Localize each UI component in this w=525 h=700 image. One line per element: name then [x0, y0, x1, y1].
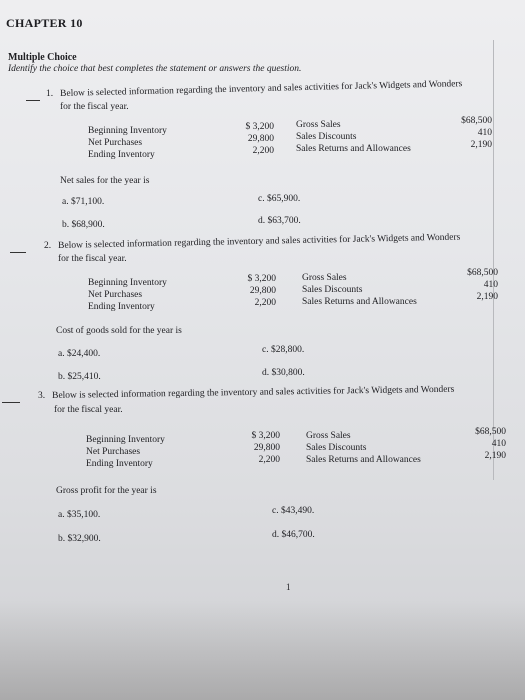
section-title: Multiple Choice [8, 52, 77, 63]
inventory-labels [86, 434, 165, 470]
question-number: 1. [46, 89, 54, 99]
net-purchases-label: Net Purchases [88, 138, 143, 148]
gross-sales-label: Gross Sales [302, 273, 347, 283]
sales-discounts-value: 410 [491, 439, 506, 449]
sales-returns-label: Sales Returns and Allowances [296, 144, 411, 154]
ending-inventory-label: Ending Inventory [88, 302, 155, 312]
sales-returns-value: 2,190 [470, 140, 492, 150]
page-number: 1 [286, 582, 291, 592]
margin-rule [493, 40, 494, 480]
sales-discounts-label: Sales Discounts [306, 443, 367, 453]
option-a[interactable]: a. $35,100. [58, 510, 101, 520]
question-prompt: Net sales for the year is [60, 176, 150, 186]
net-purchases-value: 29,800 [249, 286, 276, 296]
gross-sales-value: $68,500 [475, 427, 506, 437]
question-stem-cont: for the fiscal year. [60, 102, 129, 112]
question-stem-cont: for the fiscal year. [54, 405, 123, 415]
net-purchases-value: 29,800 [253, 443, 280, 453]
answer-blank[interactable] [2, 402, 20, 403]
ending-inventory-value: 2,200 [254, 298, 276, 308]
sales-labels [306, 430, 421, 466]
beginning-inventory-value: $ 3,200 [247, 274, 276, 284]
sales-returns-value: 2,190 [476, 292, 498, 302]
question-number: 3. [38, 391, 46, 401]
option-d[interactable]: d. $63,700. [258, 216, 301, 226]
option-d[interactable]: d. $46,700. [272, 530, 315, 540]
gross-sales-label: Gross Sales [296, 120, 341, 130]
answer-blank[interactable] [10, 252, 26, 253]
inventory-values [228, 121, 274, 157]
question-stem: Below is selected information regarding the inventory and sales activities for Jack's Widgets and Wonders [52, 384, 455, 401]
beginning-inventory-label: Beginning Inventory [88, 126, 167, 136]
net-purchases-value: 29,800 [247, 134, 274, 144]
inventory-values [230, 273, 276, 309]
sales-discounts-label: Sales Discounts [302, 285, 363, 295]
sales-labels [302, 272, 417, 308]
sales-returns-value: 2,190 [484, 451, 506, 461]
ending-inventory-label: Ending Inventory [86, 459, 153, 469]
inventory-values [234, 430, 280, 466]
option-c[interactable]: c. $43,490. [272, 506, 315, 516]
question-prompt: Cost of goods sold for the year is [56, 326, 182, 336]
question-stem: Below is selected information regarding the inventory and sales activities for Jack's Widgets and Wonders [58, 232, 461, 251]
option-b[interactable]: b. $68,900. [62, 220, 105, 230]
inventory-labels [88, 277, 167, 313]
ending-inventory-value: 2,200 [258, 455, 280, 465]
sales-discounts-value: 410 [477, 128, 492, 138]
ending-inventory-value: 2,200 [252, 146, 274, 156]
question-number: 2. [44, 241, 52, 251]
beginning-inventory-label: Beginning Inventory [86, 435, 165, 445]
net-purchases-label: Net Purchases [86, 447, 141, 457]
sales-discounts-value: 410 [483, 280, 498, 290]
beginning-inventory-label: Beginning Inventory [88, 278, 167, 288]
net-purchases-label: Net Purchases [88, 290, 143, 300]
option-a[interactable]: a. $24,400. [58, 349, 101, 359]
gross-sales-label: Gross Sales [306, 431, 351, 441]
ending-inventory-label: Ending Inventory [88, 150, 155, 160]
sales-values [452, 267, 498, 303]
option-d[interactable]: d. $30,800. [262, 368, 305, 378]
sales-returns-label: Sales Returns and Allowances [306, 455, 421, 465]
page-shadow [0, 600, 525, 700]
gross-sales-value: $68,500 [467, 268, 498, 278]
sales-values [460, 426, 506, 462]
section-instructions: Identify the choice that best completes the statement or answers the question. [8, 64, 302, 74]
inventory-labels [88, 125, 167, 161]
sales-labels [296, 119, 411, 155]
option-c[interactable]: c. $28,800. [262, 345, 305, 355]
option-a[interactable]: a. $71,100. [62, 197, 105, 207]
answer-blank[interactable] [26, 100, 40, 101]
beginning-inventory-value: $ 3,200 [245, 122, 274, 132]
chapter-title: CHAPTER 10 [6, 16, 83, 30]
sales-returns-label: Sales Returns and Allowances [302, 297, 417, 307]
sales-values [446, 115, 492, 151]
sales-discounts-label: Sales Discounts [296, 132, 357, 142]
option-b[interactable]: b. $32,900. [58, 534, 101, 544]
option-b[interactable]: b. $25,410. [58, 372, 101, 382]
option-c[interactable]: c. $65,900. [258, 194, 301, 204]
question-stem: Below is selected information regarding the inventory and sales activities for Jack's Widgets and Wonders [60, 79, 463, 99]
gross-sales-value: $68,500 [461, 116, 492, 126]
question-prompt: Gross profit for the year is [56, 486, 157, 496]
beginning-inventory-value: $ 3,200 [251, 431, 280, 441]
question-stem-cont: for the fiscal year. [58, 254, 127, 264]
